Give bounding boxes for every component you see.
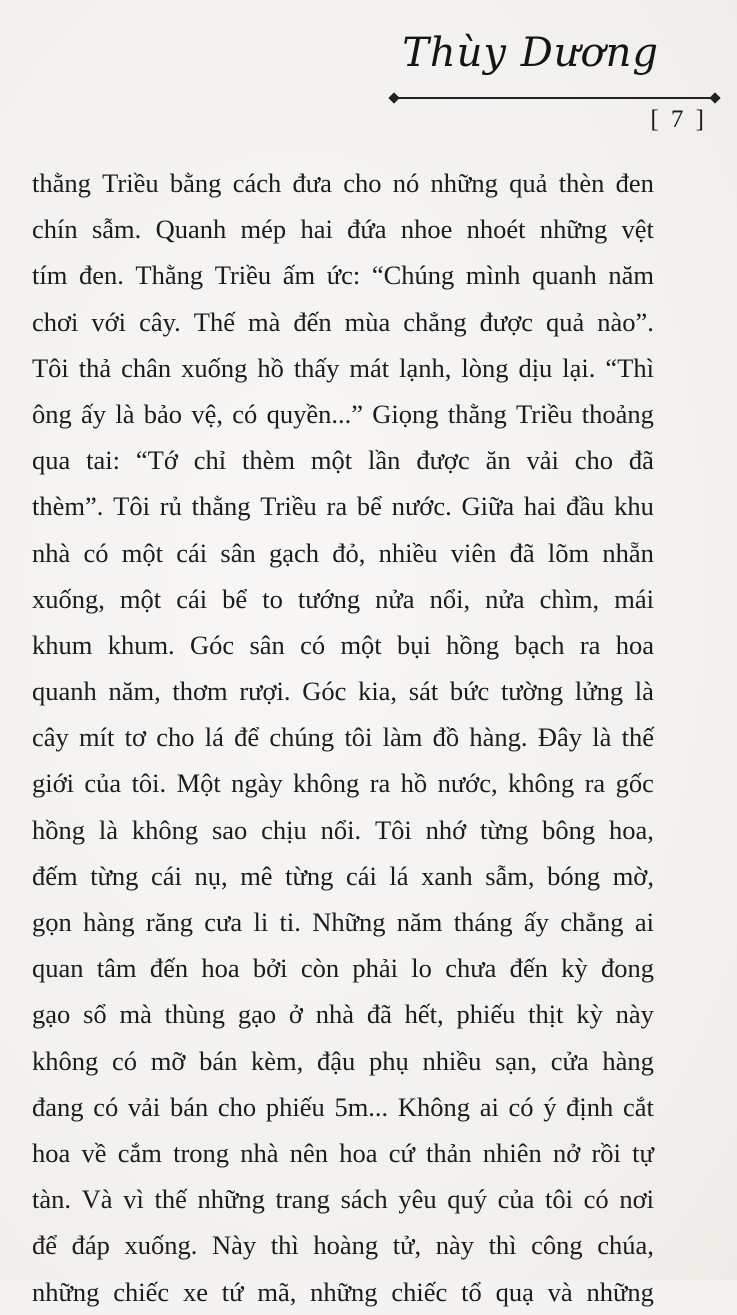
text-line: ông ấy là bảo vệ, có quyền...” Giọng thằng Triều thoảng bbox=[32, 398, 654, 429]
text-line: thằng Triều bằng cách đưa cho nó những quả thèn đen bbox=[32, 168, 654, 198]
ornament-diamond-right bbox=[709, 92, 720, 103]
text-line: gạo sổ mà thùng gạo ở nhà đã hết, phiếu thịt kỳ này bbox=[32, 999, 654, 1030]
text-line: chín sẫm. Quanh mép hai đứa nhoe nhoét những vệt bbox=[32, 214, 654, 245]
text-line: quanh năm, thơm rượi. Góc kia, sát bức tường lửng là bbox=[32, 676, 654, 707]
text-line: những chiếc xe tứ mã, những chiếc tổ quạ và những bbox=[32, 1276, 654, 1307]
text-line: thèm”. Tôi rủ thằng Triều ra bể nước. Giữa hai đầu khu bbox=[32, 491, 654, 522]
text-line: xuống, một cái bể to tướng nửa nổi, nửa chìm, mái bbox=[32, 583, 654, 614]
text-line: tím đen. Thằng Triều ấm ức: “Chúng mình quanh năm bbox=[32, 260, 654, 291]
text-line: tàn. Và vì thế những trang sách yêu quý của tôi có nơi bbox=[32, 1184, 654, 1215]
text-line: quan tâm đến hoa bởi còn phải lo chưa đến kỳ đong bbox=[32, 953, 654, 984]
text-line: chơi với cây. Thế mà đến mùa chẳng được quả nào”. bbox=[32, 306, 654, 337]
text-line: đang có vải bán cho phiếu 5m... Không ai có ý định cắt bbox=[32, 1091, 654, 1122]
text-line: hồng là không sao chịu nổi. Tôi nhớ từng bông hoa, bbox=[32, 814, 654, 845]
text-line: hoa về cắm trong nhà nên hoa cứ thản nhiên nở rồi tự bbox=[32, 1137, 654, 1168]
text-line: để đáp xuống. Này thì hoàng tử, này thì công chúa, bbox=[32, 1230, 654, 1261]
text-line: không có mỡ bán kèm, đậu phụ nhiều sạn, cửa hàng bbox=[32, 1045, 654, 1076]
text-line: giới của tôi. Một ngày không ra hồ nước, không ra gốc bbox=[32, 768, 654, 799]
running-header-title: Thùy Dương bbox=[402, 30, 659, 76]
text-line: qua tai: “Tớ chỉ thèm một lần được ăn vải cho đã bbox=[32, 445, 654, 476]
text-line: cây mít tơ cho lá để chúng tôi làm đồ hàng. Đây là thế bbox=[32, 722, 654, 753]
text-line: Tôi thả chân xuống hồ thấy mát lạnh, lòng dịu lại. “Thì bbox=[32, 352, 654, 383]
header-rule bbox=[394, 97, 720, 99]
text-line: nhà có một cái sân gạch đỏ, nhiều viên đã lõm nhẵn bbox=[32, 537, 654, 568]
body-paragraph bbox=[32, 160, 654, 1315]
page-number: [ 7 ] bbox=[650, 106, 707, 133]
text-line: khum khum. Góc sân có một bụi hồng bạch ra hoa bbox=[32, 629, 654, 660]
text-line: gọn hàng răng cưa li ti. Những năm tháng ấy chẳng ai bbox=[32, 907, 654, 937]
text-line: đếm từng cái nụ, mê từng cái lá xanh sẫm, bóng mờ, bbox=[32, 860, 654, 891]
